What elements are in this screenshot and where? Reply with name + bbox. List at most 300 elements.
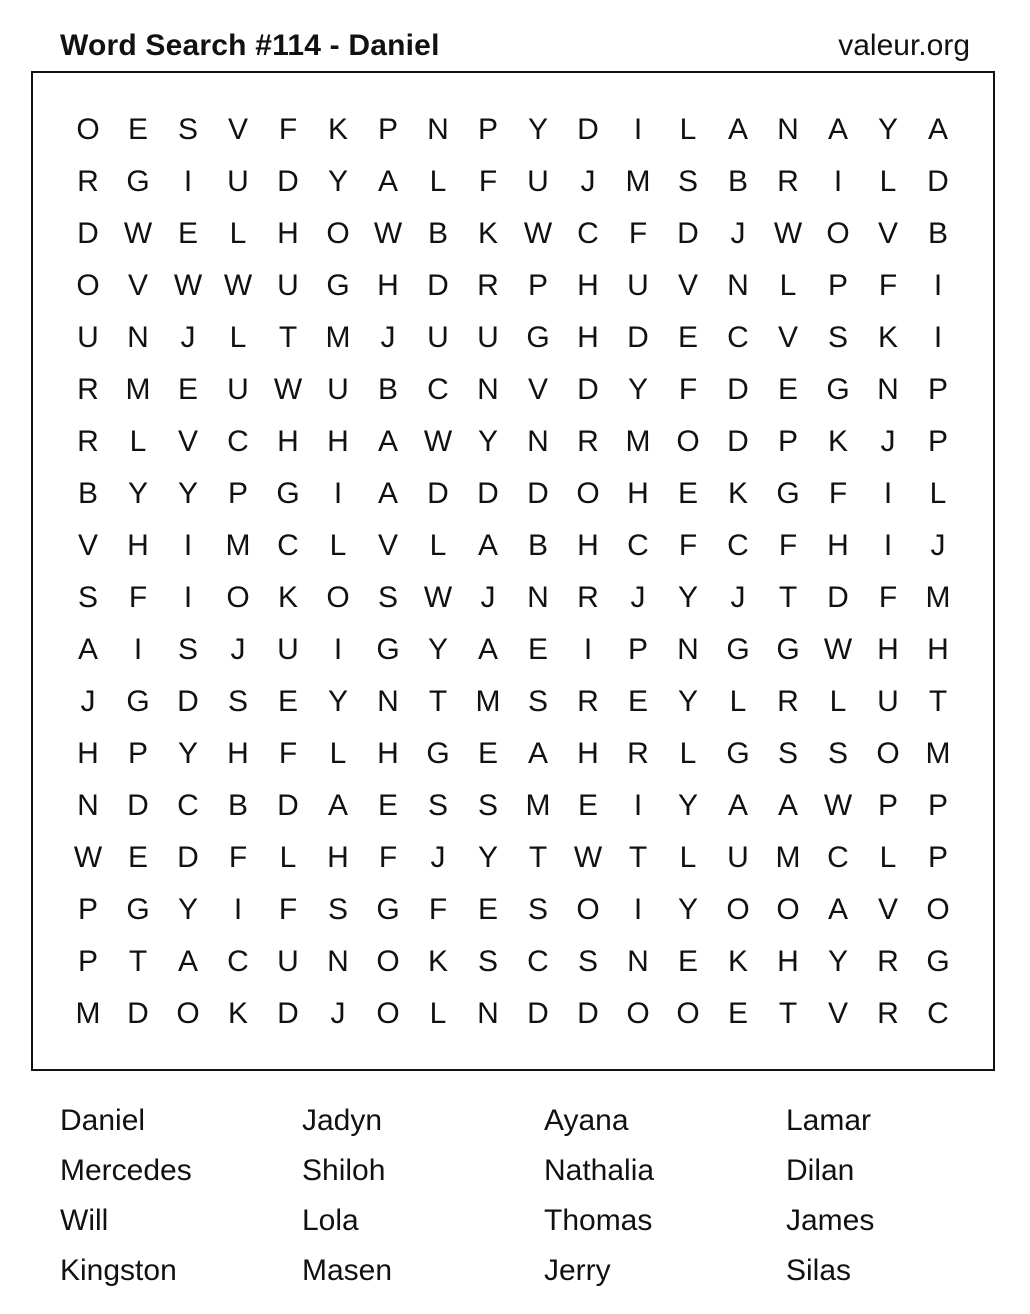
grid-letter[interactable]: O — [676, 997, 700, 1030]
grid-letter[interactable]: H — [377, 737, 399, 770]
grid-letter[interactable]: P — [77, 893, 98, 926]
grid-letter[interactable]: L — [229, 321, 247, 354]
grid-letter[interactable]: D — [577, 113, 599, 146]
grid-letter[interactable]: H — [77, 737, 99, 770]
grid-letter[interactable]: J — [330, 997, 346, 1030]
grid-letter[interactable]: H — [277, 217, 299, 250]
grid-letter[interactable]: A — [77, 633, 98, 666]
grid-letter[interactable]: T — [778, 581, 798, 614]
grid-letter[interactable]: H — [227, 737, 249, 770]
grid-letter[interactable]: U — [727, 841, 749, 874]
grid-letter[interactable]: O — [76, 113, 100, 146]
grid-letter[interactable]: A — [527, 737, 548, 770]
grid-letter[interactable]: N — [77, 789, 99, 822]
grid-letter[interactable]: F — [878, 581, 898, 614]
grid-letter[interactable]: G — [376, 893, 400, 926]
grid-letter[interactable]: C — [227, 425, 249, 458]
grid-letter[interactable]: P — [127, 737, 148, 770]
grid-letter[interactable]: N — [777, 113, 799, 146]
grid-letter[interactable]: M — [475, 685, 501, 718]
grid-letter[interactable]: K — [477, 217, 498, 250]
grid-letter[interactable]: J — [580, 165, 596, 198]
grid-letter[interactable]: S — [527, 685, 548, 718]
grid-letter[interactable]: Y — [177, 477, 198, 510]
grid-letter[interactable]: V — [877, 893, 898, 926]
grid-letter[interactable]: R — [77, 165, 99, 198]
grid-letter[interactable]: D — [827, 581, 849, 614]
grid-letter[interactable]: A — [477, 633, 498, 666]
grid-letter[interactable]: V — [227, 113, 248, 146]
grid-letter[interactable]: K — [427, 945, 448, 978]
grid-letter[interactable]: I — [633, 893, 643, 926]
grid-letter[interactable]: M — [925, 581, 951, 614]
grid-letter[interactable]: N — [877, 373, 899, 406]
grid-letter[interactable]: G — [326, 269, 350, 302]
grid-letter[interactable]: E — [177, 373, 198, 406]
grid-letter[interactable]: P — [927, 841, 948, 874]
grid-letter[interactable]: Y — [877, 113, 898, 146]
grid-letter[interactable]: K — [877, 321, 898, 354]
grid-letter[interactable]: B — [227, 789, 248, 822]
grid-letter[interactable]: S — [227, 685, 248, 718]
grid-letter[interactable]: H — [877, 633, 899, 666]
grid-letter[interactable]: L — [429, 997, 447, 1030]
grid-letter[interactable]: F — [478, 165, 498, 198]
grid-letter[interactable]: J — [180, 321, 196, 354]
grid-letter[interactable]: S — [827, 321, 848, 354]
grid-letter[interactable]: R — [77, 373, 99, 406]
grid-letter[interactable]: S — [477, 945, 498, 978]
grid-letter[interactable]: A — [477, 529, 498, 562]
grid-letter[interactable]: G — [776, 633, 800, 666]
grid-letter[interactable]: U — [277, 945, 299, 978]
grid-letter[interactable]: E — [577, 789, 598, 822]
grid-letter[interactable]: F — [678, 529, 698, 562]
grid-letter[interactable]: E — [777, 373, 798, 406]
grid-letter[interactable]: W — [73, 841, 103, 874]
grid-letter[interactable]: I — [933, 269, 943, 302]
grid-letter[interactable]: R — [577, 425, 599, 458]
grid-letter[interactable]: F — [228, 841, 248, 874]
grid-letter[interactable]: P — [377, 113, 398, 146]
grid-letter[interactable]: I — [833, 165, 843, 198]
grid-letter[interactable]: T — [778, 997, 798, 1030]
grid-letter[interactable]: F — [628, 217, 648, 250]
grid-letter[interactable]: V — [677, 269, 698, 302]
grid-letter[interactable]: O — [326, 581, 350, 614]
grid-letter[interactable]: P — [827, 269, 848, 302]
grid-letter[interactable]: F — [128, 581, 148, 614]
grid-letter[interactable]: D — [577, 373, 599, 406]
grid-letter[interactable]: D — [177, 685, 199, 718]
grid-letter[interactable]: V — [177, 425, 198, 458]
grid-letter[interactable]: E — [277, 685, 298, 718]
grid-letter[interactable]: R — [77, 425, 99, 458]
grid-letter[interactable]: H — [577, 529, 599, 562]
grid-letter[interactable]: A — [377, 425, 398, 458]
grid-letter[interactable]: P — [927, 789, 948, 822]
grid-letter[interactable]: D — [927, 165, 949, 198]
grid-letter[interactable]: C — [927, 997, 949, 1030]
grid-letter[interactable]: H — [577, 737, 599, 770]
grid-letter[interactable]: F — [778, 529, 798, 562]
grid-letter[interactable]: P — [927, 425, 948, 458]
grid-letter[interactable]: U — [877, 685, 899, 718]
grid-letter[interactable]: A — [827, 893, 848, 926]
grid-letter[interactable]: L — [129, 425, 147, 458]
grid-letter[interactable]: O — [876, 737, 900, 770]
grid-letter[interactable]: W — [123, 217, 153, 250]
grid-letter[interactable]: S — [327, 893, 348, 926]
grid-letter[interactable]: I — [883, 477, 893, 510]
grid-letter[interactable]: I — [183, 165, 193, 198]
grid-letter[interactable]: G — [426, 737, 450, 770]
grid-letter[interactable]: V — [827, 997, 848, 1030]
grid-letter[interactable]: E — [627, 685, 648, 718]
grid-letter[interactable]: O — [826, 217, 850, 250]
grid-letter[interactable]: M — [625, 165, 651, 198]
grid-letter[interactable]: Y — [327, 165, 348, 198]
grid-letter[interactable]: O — [776, 893, 800, 926]
grid-letter[interactable]: I — [933, 321, 943, 354]
grid-letter[interactable]: H — [127, 529, 149, 562]
grid-letter[interactable]: E — [127, 113, 148, 146]
grid-letter[interactable]: S — [577, 945, 598, 978]
grid-letter[interactable]: J — [880, 425, 896, 458]
grid-letter[interactable]: T — [928, 685, 948, 718]
grid-letter[interactable]: Y — [177, 893, 198, 926]
grid-letter[interactable]: P — [627, 633, 648, 666]
grid-letter[interactable]: H — [927, 633, 949, 666]
grid-letter[interactable]: W — [423, 581, 453, 614]
grid-letter[interactable]: M — [75, 997, 101, 1030]
grid-letter[interactable]: D — [727, 373, 749, 406]
grid-letter[interactable]: D — [427, 269, 449, 302]
grid-letter[interactable]: D — [127, 789, 149, 822]
grid-letter[interactable]: S — [527, 893, 548, 926]
grid-letter[interactable]: T — [128, 945, 148, 978]
grid-letter[interactable]: B — [377, 373, 398, 406]
grid-letter[interactable]: P — [77, 945, 98, 978]
grid-letter[interactable]: E — [677, 321, 698, 354]
grid-letter[interactable]: F — [278, 893, 298, 926]
grid-letter[interactable]: L — [429, 165, 447, 198]
grid-letter[interactable]: E — [527, 633, 548, 666]
grid-letter[interactable]: T — [528, 841, 548, 874]
grid-letter[interactable]: R — [777, 165, 799, 198]
grid-letter[interactable]: L — [779, 269, 797, 302]
grid-letter[interactable]: D — [577, 997, 599, 1030]
grid-letter[interactable]: I — [183, 529, 193, 562]
grid-letter[interactable]: O — [376, 997, 400, 1030]
grid-letter[interactable]: I — [583, 633, 593, 666]
grid-letter[interactable]: T — [628, 841, 648, 874]
grid-letter[interactable]: R — [627, 737, 649, 770]
grid-letter[interactable]: A — [327, 789, 348, 822]
grid-letter[interactable]: S — [777, 737, 798, 770]
grid-letter[interactable]: O — [576, 477, 600, 510]
grid-letter[interactable]: M — [925, 737, 951, 770]
grid-letter[interactable]: P — [527, 269, 548, 302]
grid-letter[interactable]: F — [278, 737, 298, 770]
grid-letter[interactable]: B — [427, 217, 448, 250]
grid-letter[interactable]: D — [277, 789, 299, 822]
grid-letter[interactable]: D — [77, 217, 99, 250]
grid-letter[interactable]: Y — [677, 893, 698, 926]
grid-letter[interactable]: C — [227, 945, 249, 978]
grid-letter[interactable]: N — [627, 945, 649, 978]
grid-letter[interactable]: Y — [427, 633, 448, 666]
grid-letter[interactable]: O — [226, 581, 250, 614]
grid-letter[interactable]: F — [278, 113, 298, 146]
grid-letter[interactable]: D — [127, 997, 149, 1030]
grid-letter[interactable]: R — [777, 685, 799, 718]
grid-letter[interactable]: N — [527, 581, 549, 614]
grid-letter[interactable]: M — [775, 841, 801, 874]
grid-letter[interactable]: J — [480, 581, 496, 614]
grid-letter[interactable]: V — [127, 269, 148, 302]
grid-letter[interactable]: D — [527, 477, 549, 510]
grid-letter[interactable]: W — [523, 217, 553, 250]
grid-letter[interactable]: J — [930, 529, 946, 562]
grid-letter[interactable]: V — [777, 321, 798, 354]
grid-letter[interactable]: V — [877, 217, 898, 250]
grid-letter[interactable]: U — [277, 633, 299, 666]
grid-letter[interactable]: I — [133, 633, 143, 666]
grid-letter[interactable]: F — [378, 841, 398, 874]
grid-letter[interactable]: S — [177, 633, 198, 666]
grid-letter[interactable]: W — [823, 789, 853, 822]
grid-letter[interactable]: I — [333, 633, 343, 666]
grid-letter[interactable]: W — [223, 269, 253, 302]
grid-letter[interactable]: N — [477, 997, 499, 1030]
grid-letter[interactable]: N — [377, 685, 399, 718]
grid-letter[interactable]: W — [373, 217, 403, 250]
grid-letter[interactable]: G — [126, 685, 150, 718]
grid-letter[interactable]: J — [80, 685, 96, 718]
grid-letter[interactable]: P — [777, 425, 798, 458]
grid-letter[interactable]: A — [727, 789, 748, 822]
grid-letter[interactable]: R — [577, 685, 599, 718]
grid-letter[interactable]: P — [877, 789, 898, 822]
grid-letter[interactable]: D — [477, 477, 499, 510]
grid-letter[interactable]: L — [729, 685, 747, 718]
grid-letter[interactable]: O — [326, 217, 350, 250]
grid-letter[interactable]: I — [633, 113, 643, 146]
grid-letter[interactable]: K — [827, 425, 848, 458]
grid-letter[interactable]: C — [727, 529, 749, 562]
grid-letter[interactable]: W — [423, 425, 453, 458]
grid-letter[interactable]: V — [527, 373, 548, 406]
grid-letter[interactable]: R — [577, 581, 599, 614]
grid-letter[interactable]: L — [929, 477, 947, 510]
grid-letter[interactable]: D — [627, 321, 649, 354]
grid-letter[interactable]: I — [333, 477, 343, 510]
grid-letter[interactable]: U — [227, 165, 249, 198]
grid-letter[interactable]: J — [630, 581, 646, 614]
grid-letter[interactable]: D — [527, 997, 549, 1030]
grid-letter[interactable]: T — [278, 321, 298, 354]
grid-letter[interactable]: C — [527, 945, 549, 978]
grid-letter[interactable]: J — [230, 633, 246, 666]
grid-letter[interactable]: A — [927, 113, 948, 146]
grid-letter[interactable]: G — [526, 321, 550, 354]
grid-letter[interactable]: O — [176, 997, 200, 1030]
grid-letter[interactable]: S — [677, 165, 698, 198]
grid-letter[interactable]: V — [377, 529, 398, 562]
grid-letter[interactable]: C — [277, 529, 299, 562]
grid-letter[interactable]: G — [926, 945, 950, 978]
grid-letter[interactable]: C — [427, 373, 449, 406]
grid-letter[interactable]: L — [879, 165, 897, 198]
grid-letter[interactable]: Y — [627, 373, 648, 406]
grid-letter[interactable]: B — [77, 477, 98, 510]
grid-letter[interactable]: H — [377, 269, 399, 302]
grid-letter[interactable]: K — [727, 477, 748, 510]
grid-letter[interactable]: Y — [677, 789, 698, 822]
grid-letter[interactable]: J — [730, 581, 746, 614]
grid-letter[interactable]: L — [229, 217, 247, 250]
grid-letter[interactable]: Y — [677, 581, 698, 614]
grid-letter[interactable]: M — [625, 425, 651, 458]
grid-letter[interactable]: A — [827, 113, 848, 146]
grid-letter[interactable]: Y — [827, 945, 848, 978]
grid-letter[interactable]: E — [377, 789, 398, 822]
grid-letter[interactable]: O — [76, 269, 100, 302]
grid-letter[interactable]: G — [826, 373, 850, 406]
grid-letter[interactable]: L — [679, 841, 697, 874]
grid-letter[interactable]: H — [777, 945, 799, 978]
grid-letter[interactable]: F — [878, 269, 898, 302]
grid-letter[interactable]: F — [828, 477, 848, 510]
grid-letter[interactable]: L — [679, 737, 697, 770]
grid-letter[interactable]: M — [325, 321, 351, 354]
grid-letter[interactable]: E — [127, 841, 148, 874]
grid-letter[interactable]: J — [380, 321, 396, 354]
grid-letter[interactable]: H — [327, 425, 349, 458]
grid-letter[interactable]: G — [376, 633, 400, 666]
grid-letter[interactable]: U — [627, 269, 649, 302]
grid-letter[interactable]: S — [427, 789, 448, 822]
grid-letter[interactable]: R — [877, 997, 899, 1030]
grid-letter[interactable]: L — [879, 841, 897, 874]
grid-letter[interactable]: F — [678, 373, 698, 406]
grid-letter[interactable]: S — [477, 789, 498, 822]
grid-letter[interactable]: U — [77, 321, 99, 354]
grid-letter[interactable]: C — [577, 217, 599, 250]
grid-letter[interactable]: N — [727, 269, 749, 302]
grid-letter[interactable]: H — [627, 477, 649, 510]
grid-letter[interactable]: A — [177, 945, 198, 978]
grid-letter[interactable]: L — [329, 737, 347, 770]
grid-letter[interactable]: O — [576, 893, 600, 926]
grid-letter[interactable]: L — [429, 529, 447, 562]
grid-letter[interactable]: V — [77, 529, 98, 562]
grid-letter[interactable]: J — [730, 217, 746, 250]
grid-letter[interactable]: N — [477, 373, 499, 406]
grid-letter[interactable]: Y — [527, 113, 548, 146]
grid-letter[interactable]: S — [77, 581, 98, 614]
grid-letter[interactable]: B — [927, 217, 948, 250]
grid-letter[interactable]: I — [183, 581, 193, 614]
grid-letter[interactable]: T — [428, 685, 448, 718]
grid-letter[interactable]: D — [677, 217, 699, 250]
grid-letter[interactable]: U — [427, 321, 449, 354]
grid-letter[interactable]: M — [525, 789, 551, 822]
grid-letter[interactable]: M — [125, 373, 151, 406]
grid-letter[interactable]: U — [227, 373, 249, 406]
grid-letter[interactable]: N — [427, 113, 449, 146]
grid-letter[interactable]: K — [227, 997, 248, 1030]
grid-letter[interactable]: D — [277, 165, 299, 198]
grid-letter[interactable]: O — [676, 425, 700, 458]
grid-letter[interactable]: C — [177, 789, 199, 822]
grid-letter[interactable]: K — [727, 945, 748, 978]
grid-letter[interactable]: K — [277, 581, 298, 614]
grid-letter[interactable]: O — [376, 945, 400, 978]
grid-letter[interactable]: B — [527, 529, 548, 562]
grid-letter[interactable]: A — [727, 113, 748, 146]
grid-letter[interactable]: G — [276, 477, 300, 510]
grid-letter[interactable]: J — [430, 841, 446, 874]
grid-letter[interactable]: B — [727, 165, 748, 198]
grid-letter[interactable]: H — [327, 841, 349, 874]
grid-letter[interactable]: Y — [327, 685, 348, 718]
grid-letter[interactable]: G — [726, 633, 750, 666]
grid-letter[interactable]: E — [677, 477, 698, 510]
grid-letter[interactable]: E — [477, 893, 498, 926]
grid-letter[interactable]: L — [329, 529, 347, 562]
grid-letter[interactable]: E — [177, 217, 198, 250]
grid-letter[interactable]: P — [227, 477, 248, 510]
grid-letter[interactable]: D — [727, 425, 749, 458]
grid-letter[interactable]: E — [477, 737, 498, 770]
grid-letter[interactable]: U — [277, 269, 299, 302]
grid-letter[interactable]: Y — [477, 425, 498, 458]
grid-letter[interactable]: C — [827, 841, 849, 874]
grid-letter[interactable]: R — [477, 269, 499, 302]
grid-letter[interactable]: R — [877, 945, 899, 978]
grid-letter[interactable]: D — [427, 477, 449, 510]
grid-letter[interactable]: D — [277, 997, 299, 1030]
grid-letter[interactable]: K — [327, 113, 348, 146]
grid-letter[interactable]: G — [726, 737, 750, 770]
grid-letter[interactable]: Y — [177, 737, 198, 770]
grid-letter[interactable]: I — [233, 893, 243, 926]
grid-letter[interactable]: A — [377, 165, 398, 198]
grid-letter[interactable]: I — [633, 789, 643, 822]
grid-letter[interactable]: H — [827, 529, 849, 562]
grid-letter[interactable]: P — [927, 373, 948, 406]
grid-letter[interactable]: S — [827, 737, 848, 770]
grid-letter[interactable]: C — [727, 321, 749, 354]
grid-letter[interactable]: G — [126, 165, 150, 198]
grid-letter[interactable]: C — [627, 529, 649, 562]
grid-letter[interactable]: D — [177, 841, 199, 874]
grid-letter[interactable]: A — [377, 477, 398, 510]
grid-letter[interactable]: Y — [477, 841, 498, 874]
grid-letter[interactable]: E — [677, 945, 698, 978]
grid-letter[interactable]: W — [573, 841, 603, 874]
grid-letter[interactable]: O — [626, 997, 650, 1030]
grid-letter[interactable]: L — [279, 841, 297, 874]
grid-letter[interactable]: M — [225, 529, 251, 562]
grid-letter[interactable]: L — [679, 113, 697, 146]
grid-letter[interactable]: O — [926, 893, 950, 926]
grid-letter[interactable]: O — [726, 893, 750, 926]
grid-letter[interactable]: H — [577, 321, 599, 354]
grid-letter[interactable]: A — [777, 789, 798, 822]
